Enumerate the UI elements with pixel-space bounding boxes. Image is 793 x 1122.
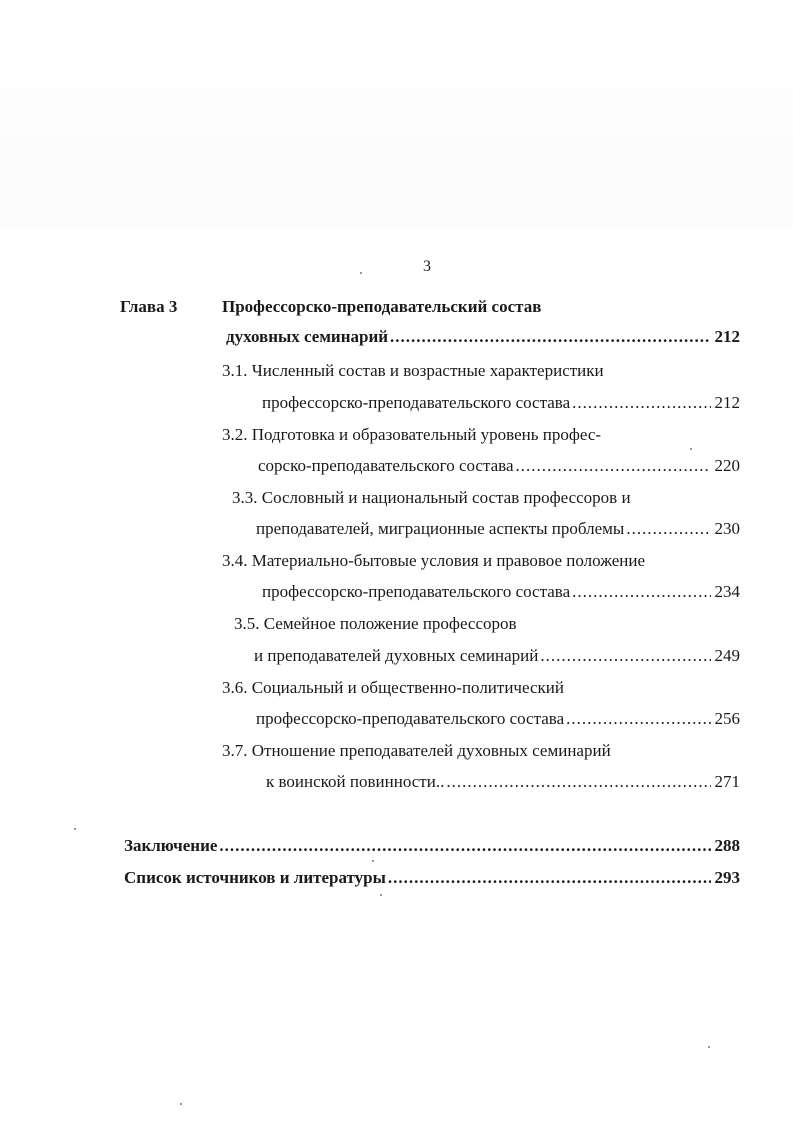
section-title: Сословный и национальный состав профессоров и (261, 488, 631, 507)
section-title-cont: к воинской повинности.. (266, 772, 445, 791)
leader-dots (626, 518, 710, 540)
section-title-cont: профессорско-преподавательского состава (262, 582, 571, 601)
bibliography-label: Список источников и литературы (124, 868, 386, 887)
scan-speck (708, 1046, 710, 1048)
scan-speck (180, 1103, 182, 1105)
section-page: 271 (714, 772, 740, 791)
toc-section-3-1-cont[interactable] (262, 392, 740, 414)
toc-section-3-4[interactable] (222, 550, 645, 572)
section-title: Отношение преподавателей духовных семинарий (251, 741, 611, 760)
toc-section-3-7-cont[interactable] (266, 771, 740, 793)
scan-speck (380, 894, 382, 896)
section-title-cont: преподавателей, миграционные аспекты проблемы (256, 519, 625, 538)
section-title: Материально-бытовые условия и правовое положение (251, 551, 646, 570)
section-title-cont: профессорско-преподавательского состава (256, 709, 565, 728)
section-title-cont: и преподавателей духовных семинарий (254, 646, 539, 665)
leader-dots (388, 867, 711, 889)
scan-speck (690, 448, 692, 450)
conclusion-label: Заключение (124, 836, 218, 855)
leader-dots (566, 708, 710, 730)
section-page: 249 (714, 646, 740, 665)
section-title: Подготовка и образовательный уровень профес- (251, 425, 602, 444)
section-title: Семейное положение профессоров (263, 614, 517, 633)
section-number: 3.4. (222, 551, 248, 570)
conclusion-page: 288 (714, 836, 740, 855)
toc-section-3-2[interactable] (222, 424, 601, 446)
toc-section-3-6[interactable] (222, 677, 564, 699)
toc-section-3-3-cont[interactable] (256, 518, 740, 540)
section-number: 3.6. (222, 678, 248, 697)
leader-dots (219, 835, 710, 857)
section-page: 230 (714, 519, 740, 538)
toc-section-3-7[interactable] (222, 740, 611, 762)
chapter-title: Профессорско-преподавательский состав (222, 297, 542, 316)
section-page: 220 (714, 456, 740, 475)
toc-section-3-5[interactable] (234, 613, 517, 635)
scan-speck (74, 828, 76, 830)
toc-entry-conclusion[interactable] (124, 835, 740, 857)
bibliography-page: 293 (714, 868, 740, 887)
leader-dots (572, 392, 710, 414)
leader-dots (516, 455, 711, 477)
section-number: 3.7. (222, 741, 248, 760)
leader-dots (572, 581, 710, 603)
scan-shade (0, 0, 793, 228)
chapter-title-cont: духовных семинарий (226, 327, 389, 346)
section-page: 256 (714, 709, 740, 728)
section-page: 212 (714, 393, 740, 412)
section-title: Численный состав и возрастные характеристики (251, 361, 604, 380)
section-title-cont: профессорско-преподавательского состава (262, 393, 571, 412)
toc-section-3-5-cont[interactable] (254, 645, 740, 667)
section-number: 3.5. (234, 614, 260, 633)
section-title: Социальный и общественно-политический (251, 678, 564, 697)
leader-dots (390, 326, 710, 348)
toc-section-3-2-cont[interactable] (258, 455, 740, 477)
toc-section-3-4-cont[interactable] (262, 581, 740, 603)
section-number: 3.3. (232, 488, 258, 507)
page-number: 3 (423, 258, 431, 275)
scan-speck (360, 272, 362, 274)
toc-section-3-6-cont[interactable] (256, 708, 740, 730)
toc-entry-chapter[interactable] (226, 326, 740, 348)
section-title-cont: сорско-преподавательского состава (258, 456, 514, 475)
chapter-label: Глава 3 (120, 297, 178, 316)
section-number: 3.2. (222, 425, 248, 444)
leader-dots (540, 645, 710, 667)
chapter-page: 212 (714, 327, 740, 346)
leader-dots (446, 771, 710, 793)
toc-section-3-3[interactable] (232, 487, 631, 509)
scan-speck (372, 860, 374, 862)
toc-section-3-1[interactable] (222, 360, 604, 382)
section-number: 3.1. (222, 361, 248, 380)
toc-entry-bibliography[interactable] (124, 867, 740, 889)
section-page: 234 (714, 582, 740, 601)
